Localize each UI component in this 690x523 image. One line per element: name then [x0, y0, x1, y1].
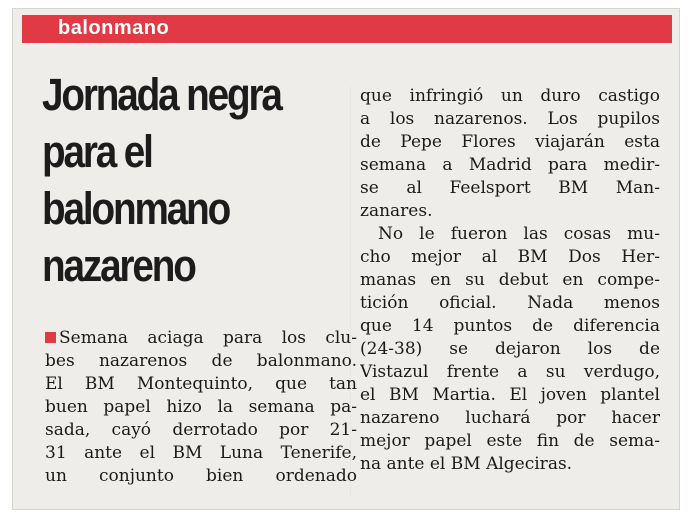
- headline-line: Jornada negra: [42, 69, 281, 120]
- text-line: Semana aciaga para los clu-: [59, 328, 357, 348]
- section-header-bar: [22, 15, 672, 43]
- article-column-right: [360, 85, 660, 476]
- text-line: na ante el BM Algeciras.: [360, 454, 573, 474]
- text-line: zanares.: [360, 201, 433, 221]
- text-line: sada, cayó derrotado por 21-: [45, 420, 357, 440]
- text-line: que infringió un duro castigo: [360, 86, 660, 106]
- text-line: No le fueron las cosas mu-: [378, 224, 660, 244]
- text-line: el BM Martia. El joven plantel: [360, 385, 660, 405]
- article-column-left: [45, 327, 357, 488]
- text-line: 31 ante el BM Luna Tenerife,: [45, 443, 357, 463]
- text-line: Vistazul frente a su verdugo,: [360, 362, 660, 382]
- headline-line: balonmano: [42, 183, 230, 234]
- lead-line: [45, 327, 357, 350]
- text-line: cho mejor al BM Dos Her-: [360, 247, 660, 267]
- paragraph: [360, 85, 660, 223]
- lead-marker-icon: [45, 332, 56, 343]
- newspaper-clipping: [12, 8, 680, 510]
- text-line: buen papel hizo la semana pa-: [45, 397, 357, 417]
- paragraph: [45, 327, 357, 488]
- text-line: (24-38) se dejaron los de: [360, 339, 660, 359]
- text-line: que 14 puntos de diferencia: [360, 316, 660, 336]
- text-line: El BM Montequinto, que tan: [45, 374, 357, 394]
- text-line: nazareno luchará por hacer: [360, 408, 660, 428]
- text-line: bes nazarenos de balonmano.: [45, 351, 357, 371]
- text-line: un conjunto bien ordenado: [45, 466, 357, 486]
- headline-line: nazareno: [42, 240, 195, 291]
- text-line: a los nazarenos. Los pupilos: [360, 109, 660, 129]
- text-line: se al Feelsport BM Man-: [360, 178, 660, 198]
- headline-line: para el: [42, 126, 152, 177]
- text-line: mejor papel este fin de sema-: [360, 431, 660, 451]
- text-line: de Pepe Flores viajarán esta: [360, 132, 660, 152]
- text-line: tición oficial. Nada menos: [360, 293, 660, 313]
- paragraph: [360, 223, 660, 476]
- headline: [42, 66, 300, 294]
- text-line: semana a Madrid para medir-: [360, 155, 660, 175]
- text-line: manas en su debut en compe-: [360, 270, 660, 290]
- section-label: balonmano: [58, 17, 170, 39]
